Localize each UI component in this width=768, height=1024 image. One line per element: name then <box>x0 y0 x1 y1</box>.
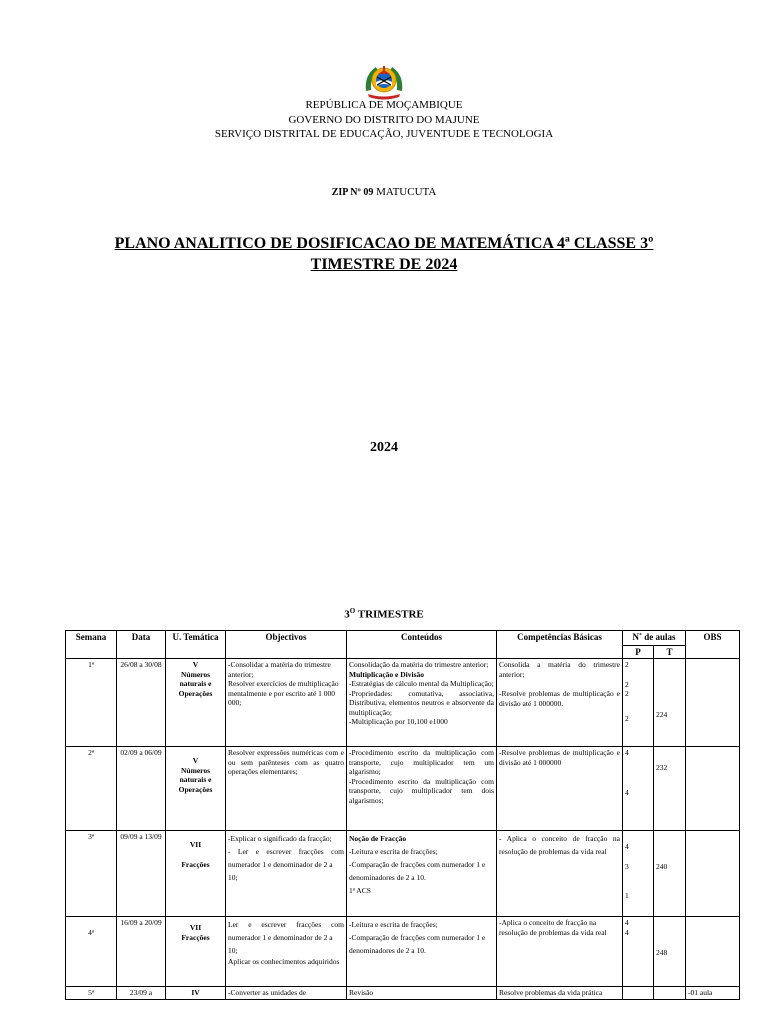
unit-number: V <box>192 660 199 669</box>
p-value: 1 <box>625 891 629 900</box>
competence-line: Consolida a matéria do trimestre anterior; <box>499 660 620 679</box>
table-row <box>66 747 740 831</box>
table-row <box>66 987 740 1000</box>
cell-p <box>623 917 654 987</box>
document-year: 2024 <box>370 440 398 455</box>
unit-number: VII <box>189 923 202 932</box>
cell-competencias <box>497 831 623 917</box>
trimester-label: TRIMESTRE <box>357 608 424 621</box>
table-row <box>66 917 740 987</box>
p-value: 4 <box>625 918 629 927</box>
trimester-number: 3 <box>344 608 350 621</box>
col-header-tematica: U. Temática <box>166 631 226 659</box>
p-value: 2 <box>625 679 629 689</box>
cell-semana: 5ª <box>66 987 117 1000</box>
cell-conteudos <box>347 747 497 831</box>
cell-t <box>654 831 686 917</box>
trimester-sup: O <box>349 607 356 615</box>
cell-semana: 2ª <box>66 747 117 831</box>
cell-tematica <box>166 917 226 987</box>
cell-conteudos <box>347 659 497 747</box>
cell-objectivos <box>226 831 347 917</box>
unit-number: VII <box>189 840 202 849</box>
col-header-objectivos: Objectivos <box>226 631 347 659</box>
cell-p <box>623 987 654 1000</box>
t-value: 240 <box>656 862 668 871</box>
competence-line: - Aplica o conceito de fracção na resolução de problemas da vida real <box>499 834 620 856</box>
objective-line: Ler e escrever fracções com numerador 1 e denominador de 2 a <box>228 920 344 942</box>
title-line-1: PLANO ANALITICO DE DOSIFICACAO DE MATEMÁTICA 4ª CLASSE 3º <box>114 235 654 252</box>
cell-t <box>654 987 686 1000</box>
objective-line: -Explicar o significado da fracção; <box>228 834 332 843</box>
cell-obs <box>686 831 740 917</box>
objective-line: 10; <box>228 946 238 955</box>
cell-competencias: Resolve problemas da vida prática <box>497 987 623 1000</box>
p-value: 4 <box>625 748 629 757</box>
col-header-conteudos: Conteúdos <box>347 631 497 659</box>
content-line: -Propriedades: comutativa, associativa, Distributiva, elementos neutros e absorvente da multiplicação; <box>349 688 494 717</box>
document-title <box>90 233 678 275</box>
content-line: -Leitura e escrita de fracções; <box>349 847 438 856</box>
zip-line <box>0 186 768 198</box>
cell-tematica <box>166 831 226 917</box>
cell-semana <box>66 917 117 987</box>
week-number: 4ª <box>88 928 94 937</box>
cell-objectivos <box>226 659 347 747</box>
p-value: 4 <box>625 787 629 797</box>
cell-data: 23/09 a <box>117 987 166 1000</box>
t-value: 248 <box>656 948 668 957</box>
col-header-aulas: N˚ de aulas <box>623 631 686 646</box>
dosification-table <box>65 630 740 1000</box>
col-header-p: P <box>623 646 654 659</box>
objective-line: Aplicar os conhecimentos adquiridos <box>228 957 340 966</box>
objective-line: 10; <box>228 873 238 882</box>
cell-objectivos <box>226 917 347 987</box>
cell-p <box>623 659 654 747</box>
cell-competencias <box>497 747 623 831</box>
content-heading: Noção de Fracção <box>349 834 407 843</box>
col-header-data: Data <box>117 631 166 659</box>
cell-p <box>623 831 654 917</box>
content-line: -Comparação de fracções com numerador 1 e denominadores de 2 a 10. <box>349 860 486 882</box>
cell-data: 26/08 a 30/08 <box>117 659 166 747</box>
objective-line: - Ler e escrever fracções com numerador 1 e denominador de 2 a <box>228 847 344 869</box>
competence-line: -Aplica o conceito de fracção na resolução de problemas da vida real <box>499 918 607 937</box>
title-line-2: TIMESTRE DE 2024 <box>310 256 458 273</box>
objective-line: Resolver exercícios de multiplicação mentalmente e por escrito até 1 000 000; <box>228 679 339 707</box>
col-header-t: T <box>654 646 686 659</box>
p-value: 4 <box>625 927 629 937</box>
content-line: -Comparação de fracções com numerador 1 e denominadores de 2 a 10. <box>349 933 486 955</box>
t-value: 232 <box>656 763 668 772</box>
cell-obs <box>686 659 740 747</box>
zip-name: MATUCUTA <box>376 186 437 198</box>
content-line: Consolidação da matéria do trimestre anterior; <box>349 660 489 669</box>
p-value: 3 <box>625 861 629 871</box>
p-value: 2 <box>625 689 629 698</box>
header-republic: REPÚBLICA DE MOÇAMBIQUE <box>305 99 463 111</box>
cell-tematica <box>166 659 226 747</box>
cell-data: 09/09 a 13/09 <box>117 831 166 917</box>
unit-name: Números naturais e Operações <box>178 765 213 794</box>
mozambique-emblem-icon <box>362 61 406 101</box>
competence-line: -Resolve problemas de multiplicação e divisão até 1 000000 <box>499 748 620 767</box>
cell-data: 16/09 a 20/09 <box>117 917 166 987</box>
t-value: 224 <box>656 710 668 719</box>
col-header-competencias: Competências Básicas <box>497 631 623 659</box>
competence-line: -Resolve problemas de multiplicação e divisão até 1 000000. <box>499 689 620 708</box>
cell-data: 02/09 a 06/09 <box>117 747 166 831</box>
cell-semana: 3ª <box>66 831 117 917</box>
cell-obs <box>686 917 740 987</box>
content-line: -Procedimento escrito da multiplicação com transporte, cujo multiplicador tem um algarismo; <box>349 748 494 776</box>
col-header-semana: Semana <box>66 631 117 659</box>
cell-semana: 1ª <box>66 659 117 747</box>
content-line: 1ª ACS <box>349 886 371 895</box>
cell-objectivos: -Converter as unidades de <box>226 987 347 1000</box>
unit-name: Números naturais e Operações <box>178 669 213 698</box>
col-header-obs: OBS <box>686 631 740 659</box>
cell-t <box>654 917 686 987</box>
unit-name: Fracções <box>181 932 210 942</box>
content-line: -Multiplicação por 10,100 e1000 <box>349 717 448 726</box>
cell-obs: -01 aula <box>686 987 740 1000</box>
cell-conteudos <box>347 831 497 917</box>
cell-t <box>654 747 686 831</box>
unit-number: V <box>192 756 199 765</box>
cell-p <box>623 747 654 831</box>
cell-tematica <box>166 747 226 831</box>
objective-line: -Consolidar a matéria do trimestre anterior; <box>228 660 331 679</box>
cell-conteudos <box>347 917 497 987</box>
content-line: -Procedimento escrito da multiplicação com transporte, cujo multiplicador tem dois algarismos; <box>349 776 494 805</box>
content-line: -Estratégias de cálculo mental da Multiplicação; <box>349 679 494 688</box>
zip-label: ZIP Nº 09 <box>331 187 374 198</box>
content-line: -Leitura e escrita de fracções; <box>349 920 438 929</box>
header-district-government: GOVERNO DO DISTRITO DO MAJUNE <box>288 114 480 126</box>
trimester-heading <box>0 607 768 621</box>
cell-competencias <box>497 917 623 987</box>
table-row <box>66 831 740 917</box>
content-heading: Multiplicação e Divisão <box>349 669 424 679</box>
objective-line: Resolver expressões numéricas com e ou sem parênteses com as quatro operações elementares; <box>228 748 344 776</box>
p-value: 4 <box>625 842 629 851</box>
cell-conteudos: Revisão <box>347 987 497 1000</box>
p-value: 2 <box>625 713 629 723</box>
cell-objectivos <box>226 747 347 831</box>
table-row <box>66 659 740 747</box>
unit-name: Fracções <box>181 859 210 869</box>
header-education-service: SERVIÇO DISTRITAL DE EDUCAÇÃO, JUVENTUDE E TECNOLOGIA <box>214 128 554 140</box>
cell-t <box>654 659 686 747</box>
cell-tematica: IV <box>166 987 226 1000</box>
cell-competencias <box>497 659 623 747</box>
cell-obs <box>686 747 740 831</box>
p-value: 2 <box>625 660 629 669</box>
